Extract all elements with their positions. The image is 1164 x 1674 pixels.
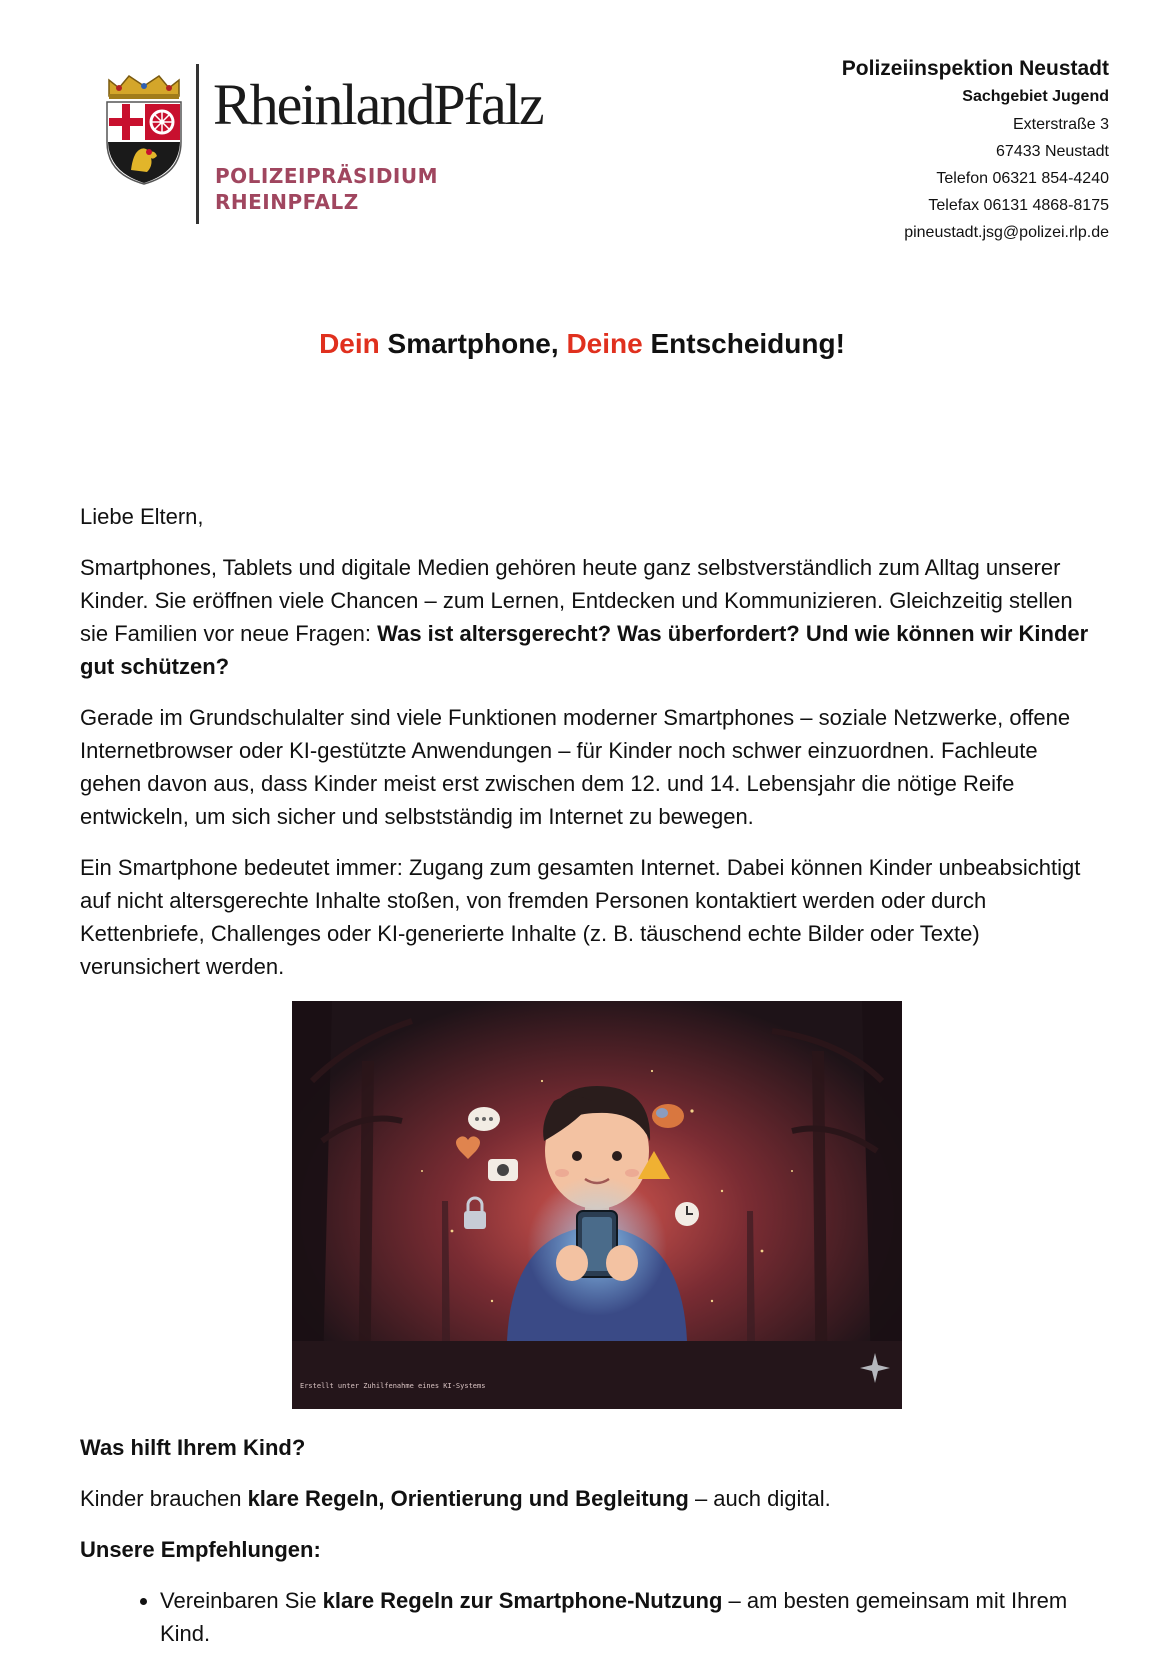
camera-icon xyxy=(488,1159,518,1181)
recommendation-item-bold: klare Regeln zur Smartphone-Nutzung xyxy=(322,1588,723,1613)
address-city: 67433 Neustadt xyxy=(996,143,1109,160)
logo-subline-1: POLIZEIPRÄSIDIUM xyxy=(215,164,439,188)
child-smartphone-illustration xyxy=(292,1001,902,1409)
clock-icon xyxy=(675,1202,699,1226)
recommendation-item xyxy=(160,1584,1100,1650)
title-word-dein: Dein xyxy=(319,328,380,359)
help-text-post: – auch digital. xyxy=(688,1486,831,1511)
recommendations-heading: Unsere Empfehlungen: xyxy=(80,1537,321,1562)
coat-of-arms-icon xyxy=(103,74,185,186)
address-unit: Sachgebiet Jugend xyxy=(962,88,1109,105)
illustration-image xyxy=(292,1001,902,1409)
logo-divider xyxy=(196,64,199,224)
figure-caption: Erstellt unter Zuhilfenahme eines KI-Systems xyxy=(300,1382,486,1390)
paragraph-intro-questions: Was ist altersgerecht? Was überfordert? Und wie können wir Kinder gut schützen? xyxy=(80,621,1089,679)
paragraph-risks: Ein Smartphone bedeutet immer: Zugang zum gesamten Internet. Dabei können Kinder unbeabsichtigt auf nicht altersgerechte Inhalte stoßen, von fremden Personen kontaktiert werden oder durch Kettenbriefe, Challenges oder KI-generierte Inhalte (z. B. täuschend echte Bilder oder Texte) verunsichert werden. xyxy=(80,855,1081,979)
help-text-bold: klare Regeln, Orientierung und Begleitung xyxy=(247,1486,689,1511)
page-title xyxy=(0,328,1164,360)
title-word-entscheidung: Entscheidung! xyxy=(642,328,845,359)
help-heading: Was hilft Ihrem Kind? xyxy=(80,1435,306,1460)
help-text xyxy=(80,1482,1100,1515)
paragraph-age: Gerade im Grundschulalter sind viele Funktionen moderner Smartphones – soziale Netzwerke, offene Internetbrowser oder KI-gestützte Anwendungen – für Kinder noch schwer einzuordnen. Fachleute gehen davon aus, dass Kinder meist erst zwischen dem 12. und 14. Lebensjahr die nötige Reife entwickeln, um sich sicher und selbstständig im Internet zu bewegen. xyxy=(80,705,1071,829)
paragraph-intro xyxy=(80,551,1100,683)
recommendation-item-pre: Vereinbaren Sie xyxy=(160,1588,323,1613)
logo-wordmark: RheinlandPfalz xyxy=(213,72,543,137)
help-text-pre: Kinder brauchen xyxy=(80,1486,248,1511)
recommendation-item-post: – am besten gemeinsam mit Ihrem Kind. xyxy=(160,1588,1068,1646)
title-word-smartphone: Smartphone, xyxy=(379,328,567,359)
brain-icon xyxy=(652,1104,684,1128)
title-word-deine: Deine xyxy=(566,328,643,359)
address-fax: Telefax 06131 4868-8175 xyxy=(928,197,1109,214)
logo-subline-2: RHEINPFALZ xyxy=(215,190,359,214)
paragraph-intro-text: Smartphones, Tablets und digitale Medien gehören heute ganz selbstverständlich zum Alltag unserer Kinder. Sie eröffnen viele Chancen – zum Lernen, Entdecken und Kommunizieren. Gleichzeitig stellen sie Familien vor neue Fragen: xyxy=(80,555,1073,646)
sender-address xyxy=(842,55,1109,246)
address-organization: Polizeiinspektion Neustadt xyxy=(841,57,1109,80)
address-phone: Telefon 06321 854-4240 xyxy=(936,170,1109,187)
address-email[interactable]: pineustadt.jsg@polizei.rlp.de xyxy=(904,224,1109,241)
chat-bubble-icon xyxy=(468,1107,500,1131)
recommendations-list xyxy=(80,1584,1100,1650)
salutation: Liebe Eltern, xyxy=(80,504,204,529)
letter-body xyxy=(80,500,1100,1650)
address-street: Exterstraße 3 xyxy=(1012,116,1109,133)
rheinland-pfalz-logo xyxy=(103,64,543,226)
